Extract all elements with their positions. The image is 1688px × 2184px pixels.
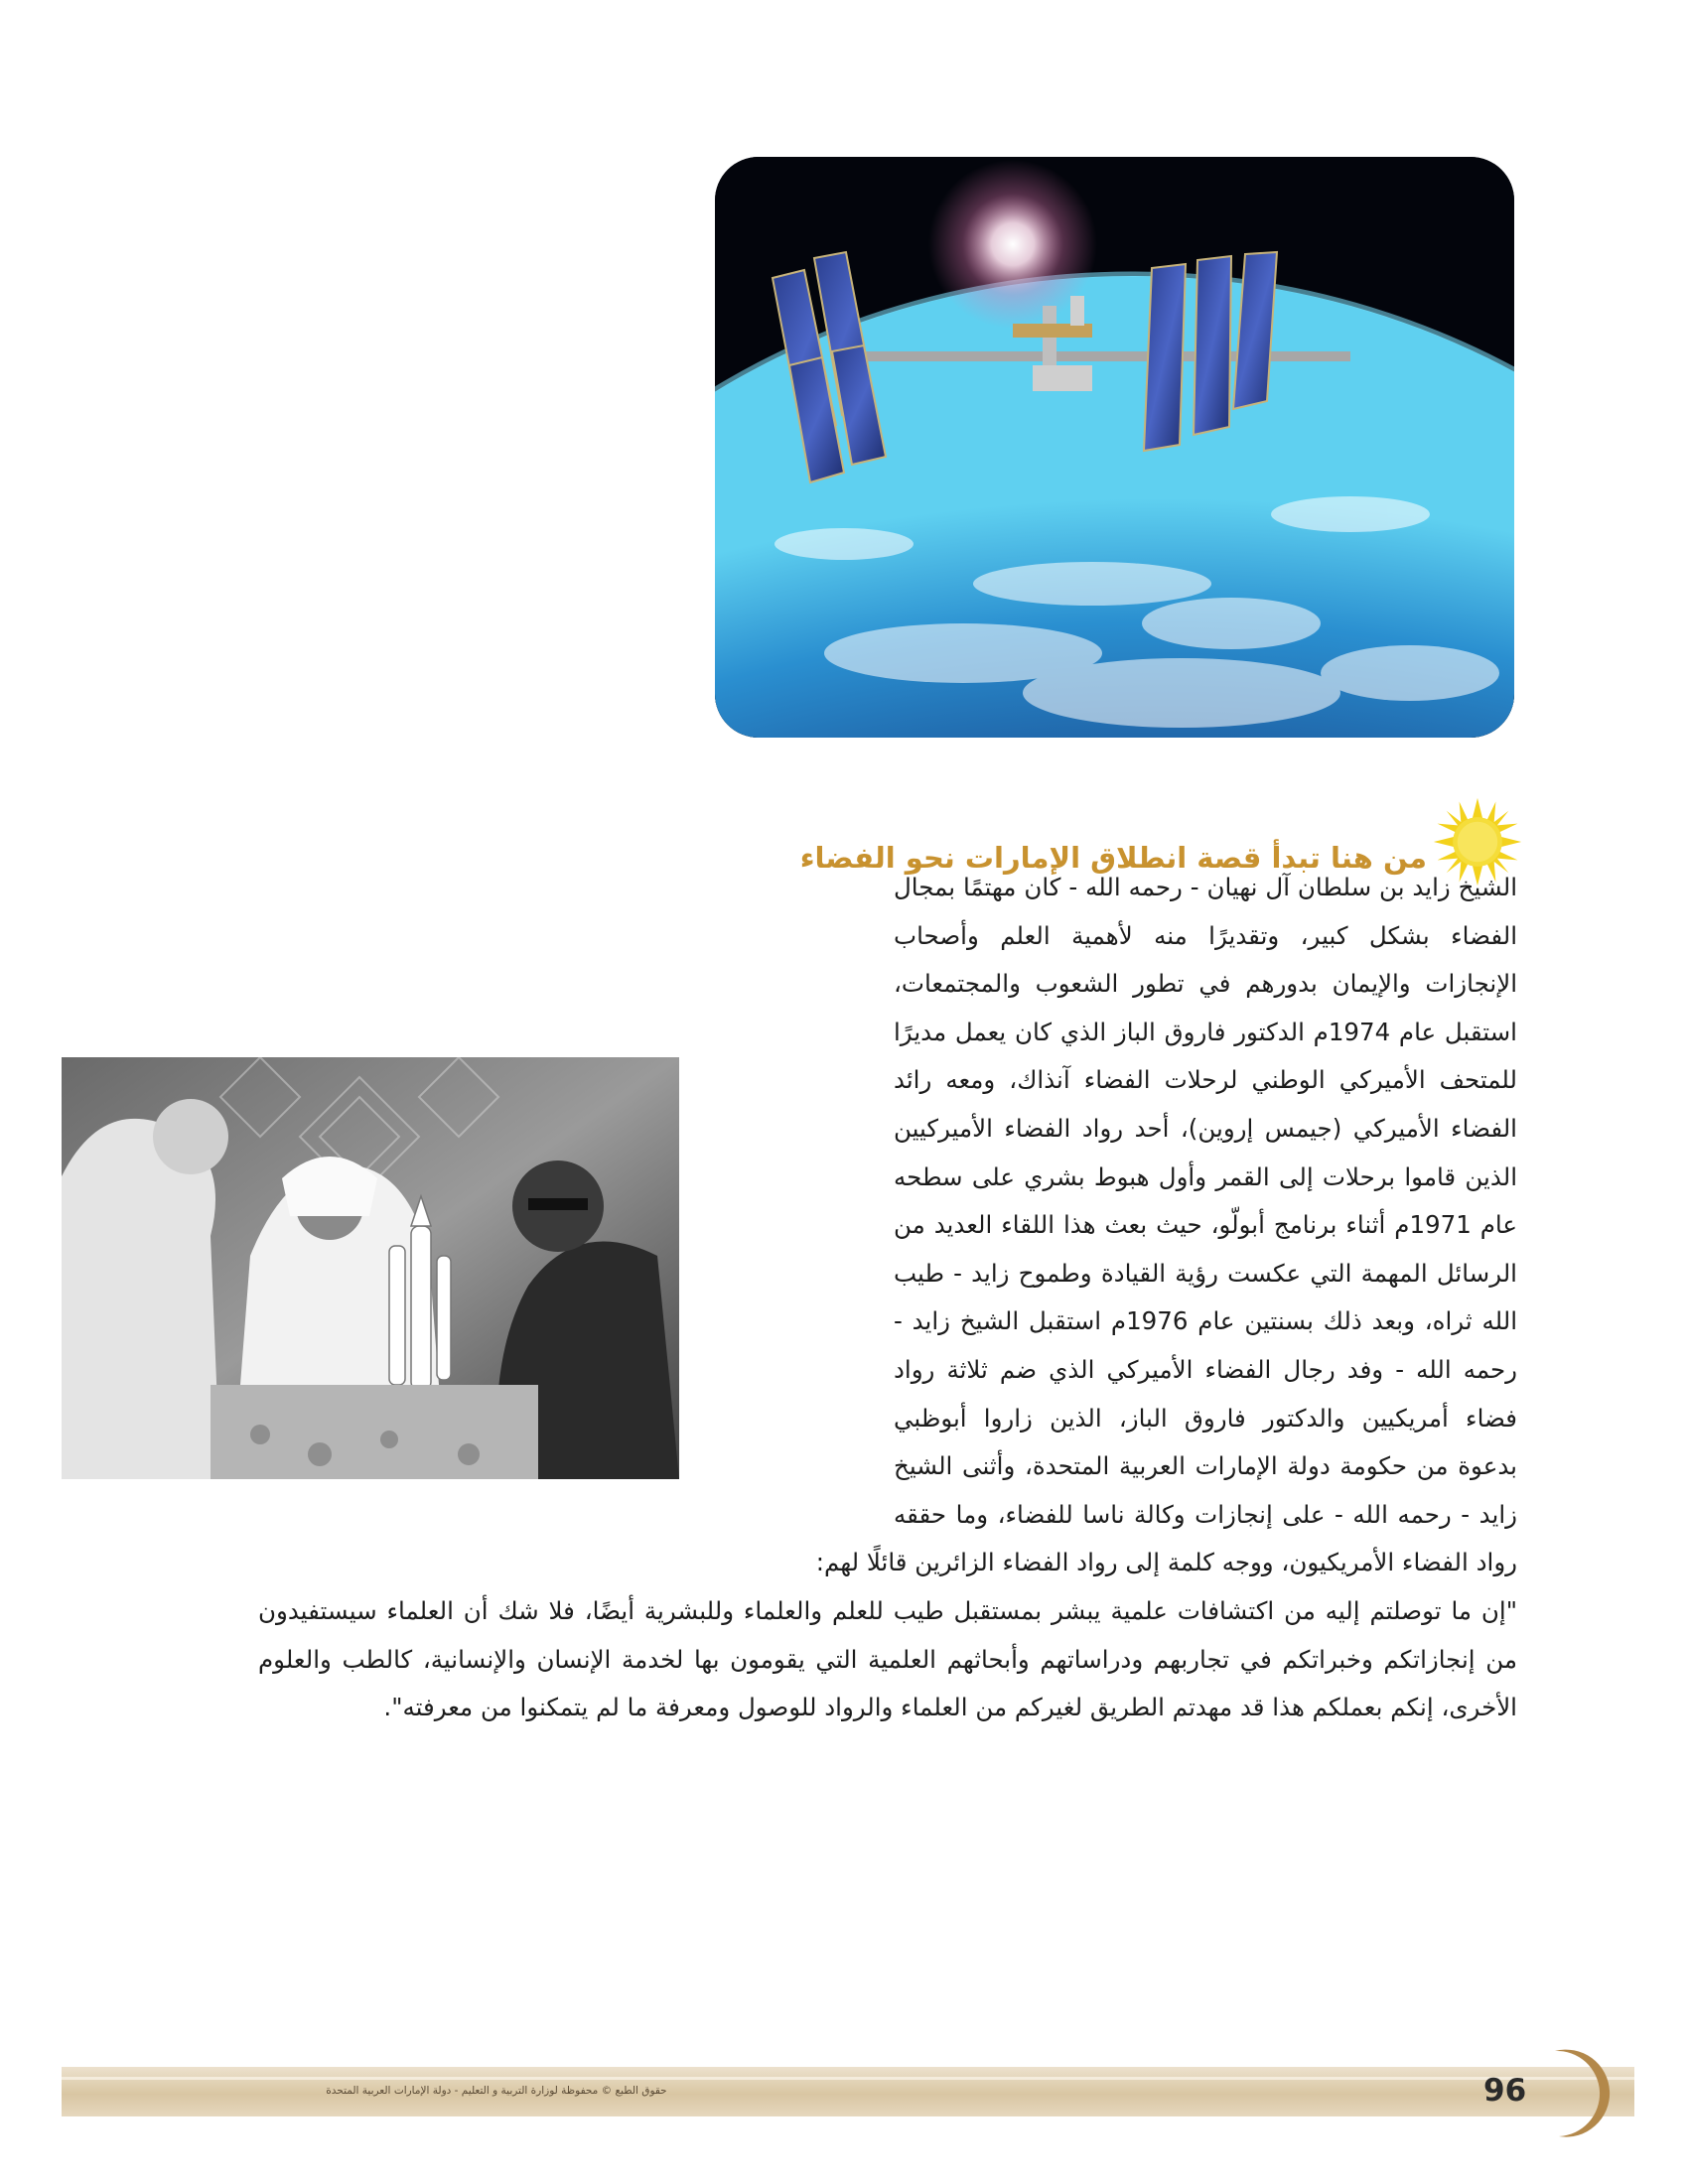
quote-paragraph: "إن ما توصلتم إليه من اكتشافات علمية يبشر بمستقبل طيب للعلم والعلماء وللبشرية أيضًا، فلا شك أن العلماء سيستفيدون من إنجازاتكم وخبراتكم في تجاربهم ودراساتهم وأبحاثهم العلمية التي يقومون بها لخدمة الإنسان والإنسانية، كالطب والعلوم الأخرى، إنكم بعملكم هذا قد مهدتم الطريق لغيركم من العلماء والرواد للوصول ومعرفة ما لم يتمكنوا من معرفته". bbox=[258, 1595, 1517, 1722]
crescent-moon-icon bbox=[1525, 2045, 1617, 2140]
historic-photo-illustration bbox=[62, 1057, 679, 1479]
page-number: 96 bbox=[1483, 2073, 1527, 2109]
paragraph-intro: الشيخ زايد بن سلطان آل نهيان - رحمه الله - كان مهتمًا بمجال الفضاء بشكل كبير، وتقديرًا منه لأهمية العلم وأصحاب الإنجازات والإيمان بدورهم في تطور الشعوب والمجتمعات، استقبل عام 1974م الدكتور فاروق الباز الذي كان يعمل مديرًا للمتحف الأميركي الوطني لرحلات الفضاء آنذاك، ومعه رائد الفضاء الأميركي (جيمس إروين)، أحد رواد الفضاء الأميركيين الذين قاموا برحلات إلى القمر وأول هبوط بشري على سطحه عام 1971م أثناء برنامج أبولّو، حيث بعث هذا اللقاء العديد من الرسائل المهمة التي عكست رؤية القيادة وطموح زايد - طيب الله ثراه، وبعد ذلك بسنتين عام 1976م استقبل الشيخ زايد - رحمه الله - وفد رجال الفضاء الأميركي الذي ضم ثلاثة رواد فضاء أمريكيين والدكتور فاروق الباز، الذين زاروا أبوظبي بدعوة من حكومة دولة الإمارات العربية المتحدة، وأثنى الشيخ زايد - رحمه الله - على إنجازات وكالة ناسا للفضاء، وما حققه رواد الفضاء الأمريكيون، ووجه كلمة إلى رواد الفضاء الزائرين قائلًا لهم: bbox=[815, 873, 1517, 1577]
section-heading bbox=[320, 804, 1511, 876]
section-title: من هنا تبدأ قصة انطلاق الإمارات نحو الفضاء bbox=[799, 841, 1427, 876]
space-station-over-earth-image bbox=[715, 157, 1514, 738]
space-station-illustration bbox=[715, 157, 1514, 738]
historic-meeting-photo bbox=[62, 1057, 679, 1479]
copyright-text: حقوق الطبع © محفوظة لوزارة التربية و التعليم - دولة الإمارات العربية المتحدة bbox=[326, 2085, 667, 2097]
